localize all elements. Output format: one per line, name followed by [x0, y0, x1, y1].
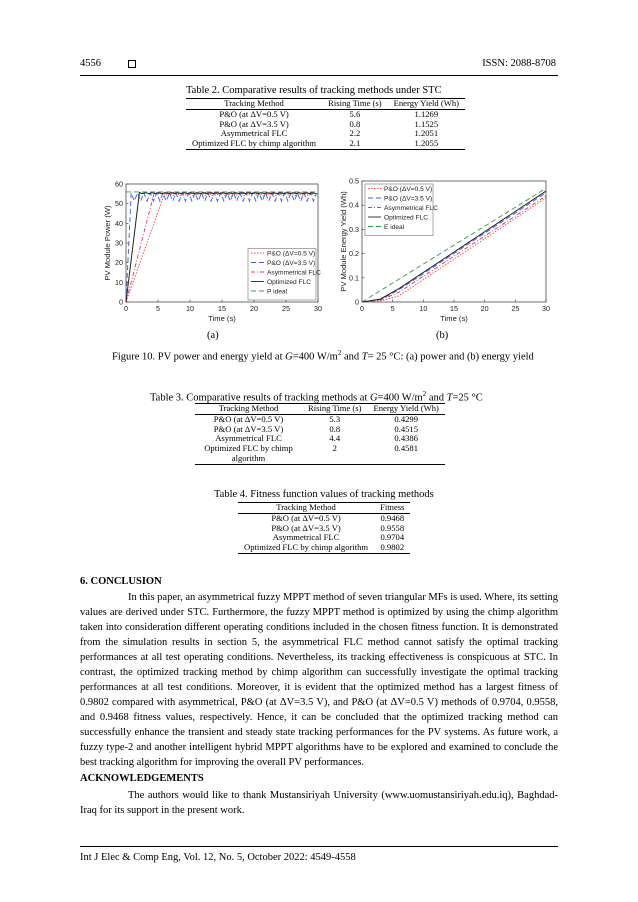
y-tick-label: 0.5 [349, 176, 359, 186]
legend-label: P&O (ΔV=3.5 V) [384, 195, 433, 203]
figure-label-b: (b) [436, 330, 449, 341]
x-tick-label: 30 [542, 304, 550, 313]
x-tick-label: 25 [511, 304, 520, 313]
legend-label: P&O (ΔV=0.5 V) [384, 186, 433, 193]
figure10-caption: Figure 10. PV power and energy yield at G=400 $W/m^2$ and T= 25 °C: (a) power and (b) energy yield [112, 349, 534, 363]
table-cell: 5.3 [329, 413, 341, 424]
table4-header-cell: Fitness [374, 503, 410, 514]
table-cell: 0.8 [349, 118, 361, 129]
y-tick-label: 40 [115, 218, 123, 228]
table-row [238, 543, 410, 553]
table3-header-cell: Energy Yield (Wh) [368, 404, 445, 415]
table-cell: 0.4386 [394, 433, 419, 444]
table3-header-cell: Tracking Method [195, 404, 302, 415]
y-tick-label: 50 [115, 199, 123, 209]
table-cell: 1.2055 [388, 139, 465, 149]
x-tick-label: 30 [314, 304, 322, 313]
table-row [195, 444, 445, 464]
y-tick-label: 0.1 [349, 273, 359, 283]
table-cell: P&O (at ΔV=0.5 V) [271, 512, 341, 523]
table-cell: P&O (at ΔV=0.5 V) [219, 108, 289, 119]
table4-caption: Table 4. Fitness function values of tracking methods [214, 489, 434, 500]
table-cell: 1.1269 [414, 108, 439, 119]
y-tick-label: 0.2 [349, 249, 359, 259]
table-cell: 0.9704 [380, 532, 405, 543]
x-tick-label: 10 [186, 304, 194, 313]
table2-header-cell: Tracking Method [186, 99, 322, 110]
table-cell: 0.4515 [394, 423, 419, 434]
table2 [186, 98, 465, 150]
x-tick-label: 15 [450, 304, 458, 313]
table3 [195, 403, 445, 465]
legend-label: P&O (ΔV=0.5 V) [267, 250, 316, 258]
issn: ISSN: 2088-8708 [482, 58, 556, 69]
table3-caption: Table 3. Comparative results of tracking methods at G=400 $W/m^2$ and T=25 °C [150, 390, 483, 404]
table2-caption: Table 2. Comparative results of tracking methods under STC [186, 85, 442, 96]
table-cell: 0.9558 [380, 522, 405, 533]
y-tick-label: 0.4 [349, 200, 359, 210]
table-cell: Optimized FLC by chimp algorithm [238, 543, 374, 553]
square-icon [128, 60, 136, 68]
y-axis-label: PV Module Energy Yield (Wh) [339, 191, 348, 292]
table-cell: 0.4581 [368, 444, 445, 464]
y-tick-label: 10 [115, 277, 123, 287]
table-cell: Asymmetrical FLC [220, 128, 288, 139]
footer-rule [80, 846, 558, 847]
table-row [186, 139, 465, 149]
legend-label: P&O (ΔV=3.5 V) [267, 260, 316, 267]
x-tick-label: 0 [360, 304, 364, 313]
table-cell: P&O (at ΔV=3.5 V) [219, 118, 289, 129]
table-cell: 0.8 [329, 423, 341, 434]
acknowledgements-text: The authors would like to thank Mustansiriyah University (www.uomustansiriyah.edu.iq), Baghdad-Iraq for its support in the present work. [80, 790, 558, 816]
x-tick-label: 25 [282, 304, 290, 313]
y-tick-label: 0 [355, 297, 359, 307]
table-cell: 4.4 [329, 433, 341, 444]
legend-label: Optimized FLC [267, 279, 311, 286]
x-axis-label: Time (s) [208, 314, 236, 323]
x-tick-label: 10 [419, 304, 428, 313]
y-tick-label: 0.3 [349, 224, 359, 234]
legend-label: Asymmetrical FLC [267, 269, 321, 277]
table-cell: 2.1 [322, 139, 388, 149]
y-tick-label: 0 [119, 297, 123, 307]
energy-chart [334, 176, 556, 326]
acknowledgements-heading: ACKNOWLEDGEMENTS [80, 773, 204, 784]
x-tick-label: 20 [480, 304, 489, 313]
table-cell: Asymmetrical FLC [215, 433, 282, 444]
x-tick-label: 5 [390, 304, 395, 313]
y-tick-label: 60 [115, 179, 123, 189]
page-number: 4556 [80, 58, 101, 69]
x-axis-label: Time (s) [440, 314, 468, 323]
legend-label: Asymmetrical FLC [384, 205, 438, 212]
x-tick-label: 20 [250, 304, 258, 313]
table-cell: 5.6 [349, 108, 361, 119]
figure-label-a: (a) [207, 330, 219, 341]
x-tick-label: 5 [156, 304, 160, 313]
table-cell: 2.2 [349, 128, 361, 139]
x-tick-label: 15 [218, 304, 226, 313]
table-cell: P&O (at ΔV=3.5 V) [271, 522, 341, 533]
conclusion-heading: 6. CONCLUSION [80, 576, 162, 587]
table-cell: P&O (at ΔV=0.5 V) [213, 413, 284, 424]
y-tick-label: 30 [115, 238, 123, 248]
table-cell: Optimized FLC by chimp algorithm [186, 139, 322, 149]
table3-header-cell: Rising Time (s) [302, 404, 368, 415]
table2-header-cell: Rising Time (s) [322, 99, 388, 110]
table-cell: 2 [302, 444, 368, 464]
table-cell: 0.9468 [380, 512, 405, 523]
table-cell: 0.9802 [374, 543, 410, 553]
y-axis-label: PV Module Power (W) [103, 205, 112, 281]
table4 [238, 502, 410, 554]
legend-label: P ideal [267, 288, 288, 296]
table-cell: 0.4299 [394, 413, 419, 424]
table-cell: 1.2051 [414, 128, 439, 139]
header-rule [80, 75, 558, 76]
legend-label: E ideal [384, 224, 405, 231]
power-chart [100, 176, 330, 326]
table4-header-cell: Tracking Method [238, 503, 374, 514]
table-cell: Asymmetrical FLC [272, 532, 340, 543]
legend-label: Optimized FLC [384, 214, 428, 222]
y-tick-label: 20 [115, 258, 123, 268]
table-cell: Optimized FLC by chimp algorithm [195, 444, 302, 464]
table-cell: 1.1525 [414, 118, 439, 129]
conclusion-text: In this paper, an asymmetrical fuzzy MPPT method of seven triangular MFs is used. Where, its setting values are derived under STC. Furthermore, the fuzzy MPPT method is optimized by using the chimp algorithm taken into consideration different operating conditions included in the chosen fitness function. It is demonstrated from the simulation results in section 5, the asymmetrical FLC method cannot satisfy the optimal tracking performances at all test operating conditions. Nevertheless, its tracking effectiveness is conspicuous at STC. In contrast, the optimized tracking method by chimp algorithm can successfully investigate the optimal tracking performances at all test conditions. Moreover, it is evident that the optimized method has a largest fitness of 0.9802 compared with asymmetrical, P&O (at ΔV=3.5 V), and P&O (at ΔV=0.5 V) methods of 0.9704, 0.9558, and 0.9468 fitness values, respectively. Hence, it can be concluded that the optimized tracking method can successfully enhance the transient and steady state tracking performances for the PV systems. As future work, a fuzzy type-2 and another intelligent hybrid MPPT algorithms have to be explored and examined to conclude the best tracking algorithm for improving the overall PV performances. [80, 592, 558, 768]
table2-header-cell: Energy Yield (Wh) [388, 99, 465, 110]
table-cell: P&O (at ΔV=3.5 V) [213, 423, 284, 434]
footer-citation: Int J Elec & Comp Eng, Vol. 12, No. 5, October 2022: 4549-4558 [80, 852, 356, 863]
x-tick-label: 0 [124, 304, 128, 313]
